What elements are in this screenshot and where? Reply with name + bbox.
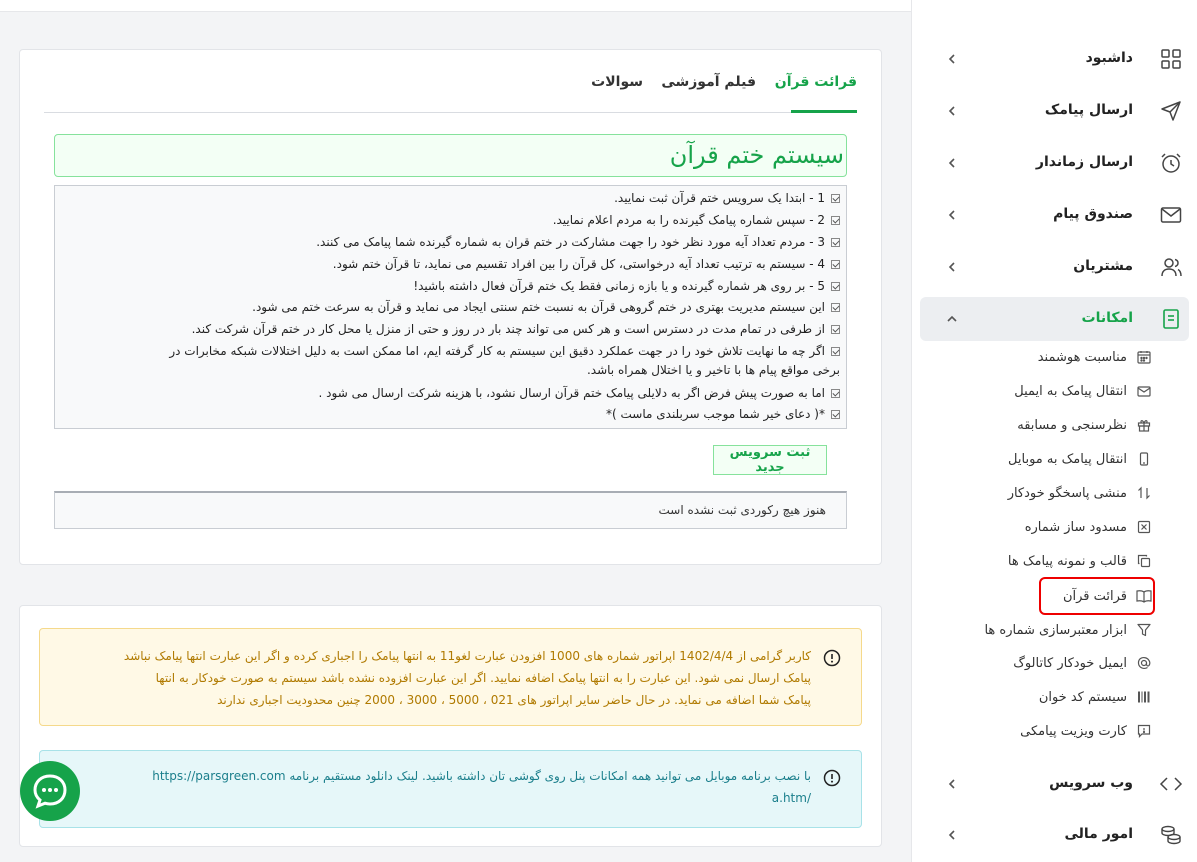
sidebar-subitem-code-reader[interactable]: سیستم کد خوان bbox=[1039, 685, 1153, 709]
list-item: 4 - سیستم به ترتیب تعداد آیه درخواستی، کل قرآن را بین افراد تقسیم می نماید، تا قرآن ختم شود. bbox=[61, 254, 840, 274]
barcode-icon bbox=[1135, 688, 1153, 706]
mobile-icon bbox=[1135, 450, 1153, 468]
page-title-box bbox=[54, 134, 847, 177]
code-icon bbox=[1159, 772, 1183, 796]
copy-icon bbox=[1135, 552, 1153, 570]
sidebar-subitem-quran-reading[interactable]: قرائت قرآن bbox=[1063, 584, 1153, 608]
info-alert bbox=[39, 750, 862, 828]
sidebar bbox=[911, 0, 1197, 862]
checkbox-icon bbox=[831, 194, 840, 203]
warning-line: پیامک ارسال نمی شود. این عبارت را به انتها پیامک اضافه نمایید. اگر این عبارت افزوده نشده باشد سیستم به صورت خودکار به انتها bbox=[155, 671, 811, 685]
list-item: اگر چه ما نهایت تلاش خود را در جهت عملکرد دقیق این سیستم به کار گرفته ایم، اما ممکن است به دلیل اختلالات شبکه مخابرات در bbox=[61, 341, 840, 361]
list-item: از طرفی در تمام مدت در دسترس است و هر کس می تواند چند بار در روز و حتی از منزل یا محل کار در ختم قرآن شرکت کند. bbox=[61, 319, 840, 339]
chevron-left-icon bbox=[944, 827, 960, 843]
warning-alert bbox=[39, 628, 862, 726]
sidebar-item-finance[interactable]: امور مالی bbox=[920, 813, 1189, 857]
sidebar-subitem-sms-to-mobile[interactable]: انتقال پیامک به موبایل bbox=[1008, 447, 1153, 471]
checkbox-icon bbox=[831, 410, 840, 419]
sidebar-subitem-number-validator[interactable]: ابزار معتبرسازی شماره ها bbox=[984, 618, 1153, 642]
list-item: 5 - بر روی هر شماره گیرنده و یا بازه زمانی فقط یک ختم قرآن فعال داشته باشید! bbox=[61, 276, 840, 296]
checkbox-icon bbox=[831, 347, 840, 356]
list-item: اما به صورت پیش فرض اگر به دلایلی پیامک ختم قرآن ارسال نشود، با هزینه شرکت ارسال می شود . bbox=[61, 383, 840, 403]
chevron-left-icon bbox=[944, 155, 960, 171]
top-bar bbox=[0, 0, 911, 12]
sidebar-subitem-catalog-email[interactable]: ایمیل خودکار کاتالوگ bbox=[1013, 651, 1153, 675]
alarm-clock-icon bbox=[1159, 151, 1183, 175]
sidebar-item-customers[interactable]: مشتریان bbox=[920, 245, 1189, 289]
open-book-icon bbox=[1135, 587, 1153, 605]
sidebar-subitem-smart-occasion[interactable]: مناسبت هوشمند bbox=[1038, 345, 1153, 369]
chat-button[interactable] bbox=[20, 761, 80, 821]
active-tab-indicator bbox=[791, 110, 857, 113]
chevron-left-icon bbox=[944, 103, 960, 119]
checkbox-icon bbox=[831, 389, 840, 398]
sidebar-item-scheduled-send[interactable]: ارسال زماندار bbox=[920, 141, 1189, 185]
sidebar-item-features[interactable]: امکانات bbox=[920, 297, 1189, 341]
info-line: با نصب برنامه موبایل می توانید همه امکانات پنل روی گوشی تان داشته باشید. لینک دانلود مستقیم برنامه https://parsgreen.com bbox=[152, 769, 811, 783]
chevron-left-icon bbox=[944, 51, 960, 67]
email-forward-icon bbox=[1135, 382, 1153, 400]
checkbox-icon bbox=[831, 260, 840, 269]
sort-arrows-icon bbox=[1135, 484, 1153, 502]
filter-icon bbox=[1135, 621, 1153, 639]
block-icon bbox=[1135, 518, 1153, 536]
checkbox-icon bbox=[831, 216, 840, 225]
records-empty-state bbox=[54, 491, 847, 529]
alert-circle-icon bbox=[823, 649, 841, 667]
quran-card bbox=[19, 49, 882, 565]
tabs-divider bbox=[44, 112, 857, 113]
sidebar-subitem-sms-business-card[interactable]: کارت ویزیت پیامکی bbox=[1020, 719, 1153, 743]
warning-line: کاربر گرامی از 1402/4/4 اپراتور شماره های 1000 افزودن عبارت لغو11 به انتها پیامک را اجباری کرده و اگر این عبارت انتها پیامک نباشد bbox=[123, 649, 811, 663]
sidebar-subitem-sms-templates[interactable]: قالب و نمونه پیامک ها bbox=[1008, 549, 1153, 573]
notices-card bbox=[19, 605, 882, 847]
list-item: برخی مواقع پیام ها با تاخیر و یا اختلال همراه باشد. bbox=[586, 363, 840, 377]
chevron-left-icon bbox=[944, 776, 960, 792]
gift-icon bbox=[1135, 416, 1153, 434]
checkbox-icon bbox=[831, 325, 840, 334]
send-icon bbox=[1159, 99, 1183, 123]
empty-message: هنوز هیچ رکوردی ثبت نشده است bbox=[658, 503, 826, 517]
steps-list bbox=[54, 185, 847, 429]
chat-bubble-icon bbox=[30, 771, 70, 811]
chevron-left-icon bbox=[944, 259, 960, 275]
page-title: سیستم ختم قرآن bbox=[669, 141, 844, 169]
sidebar-item-send-sms[interactable]: ارسال پیامک bbox=[920, 89, 1189, 133]
list-item: 3 - مردم تعداد آیه مورد نظر خود را جهت مشارکت در ختم قران به شماره گیرنده شما پیامک می کنند. bbox=[61, 232, 840, 252]
sidebar-item-web-service[interactable]: وب سرویس bbox=[920, 762, 1189, 806]
new-service-button[interactable]: ثبت سرویس جدید bbox=[713, 445, 827, 475]
users-icon bbox=[1159, 255, 1183, 279]
chevron-left-icon bbox=[944, 207, 960, 223]
sidebar-item-dashboard[interactable]: داشبود bbox=[920, 37, 1189, 81]
coins-icon bbox=[1159, 823, 1183, 847]
sidebar-subitem-auto-responder[interactable]: منشی پاسخگو خودکار bbox=[1008, 481, 1153, 505]
tab-quran-reading[interactable]: قرائت قرآن bbox=[774, 74, 857, 90]
list-item: این سیستم مدیریت بهتری در ختم گروهی قرآن به نسبت ختم سنتی ایجاد می نماید و قرآن به سرعت ختم می شود. bbox=[61, 297, 840, 317]
sidebar-item-inbox[interactable]: صندوق پیام bbox=[920, 193, 1189, 237]
chevron-up-icon bbox=[944, 311, 960, 327]
tab-tutorial-video[interactable]: فیلم آموزشی bbox=[661, 74, 756, 90]
warning-line: پیامک شما اضافه می نماید. در حال حاضر سایر اپراتور های 021 ، 5000 ، 3000 ، 2000 چنین محدودیت اجباری ندارند bbox=[217, 693, 811, 707]
alert-circle-icon bbox=[823, 769, 841, 787]
list-item: *( دعای خیر شما موجب سربلندی ماست )* bbox=[61, 404, 840, 424]
tab-faq[interactable]: سوالات bbox=[591, 74, 643, 90]
sidebar-subitem-survey-contest[interactable]: نظرسنجی و مسابقه bbox=[1017, 413, 1153, 437]
calendar-icon bbox=[1135, 348, 1153, 366]
checkbox-icon bbox=[831, 282, 840, 291]
sidebar-subitem-number-blocker[interactable]: مسدود ساز شماره bbox=[1025, 515, 1153, 539]
list-item: 2 - سپس شماره پیامک گیرنده را به مردم اعلام نمایید. bbox=[61, 210, 840, 230]
list-item: 1 - ابتدا یک سرویس ختم قرآن ثبت نمایید. bbox=[61, 188, 840, 208]
checkbox-icon bbox=[831, 238, 840, 247]
sidebar-subitem-sms-to-email[interactable]: انتقال پیامک به ایمیل bbox=[1014, 379, 1153, 403]
mail-icon bbox=[1159, 203, 1183, 227]
message-card-icon bbox=[1135, 722, 1153, 740]
checkbox-icon bbox=[831, 303, 840, 312]
document-icon bbox=[1159, 307, 1183, 331]
at-sign-icon bbox=[1135, 654, 1153, 672]
info-line: /a.htm bbox=[771, 791, 811, 805]
dashboard-grid-icon bbox=[1159, 47, 1183, 71]
